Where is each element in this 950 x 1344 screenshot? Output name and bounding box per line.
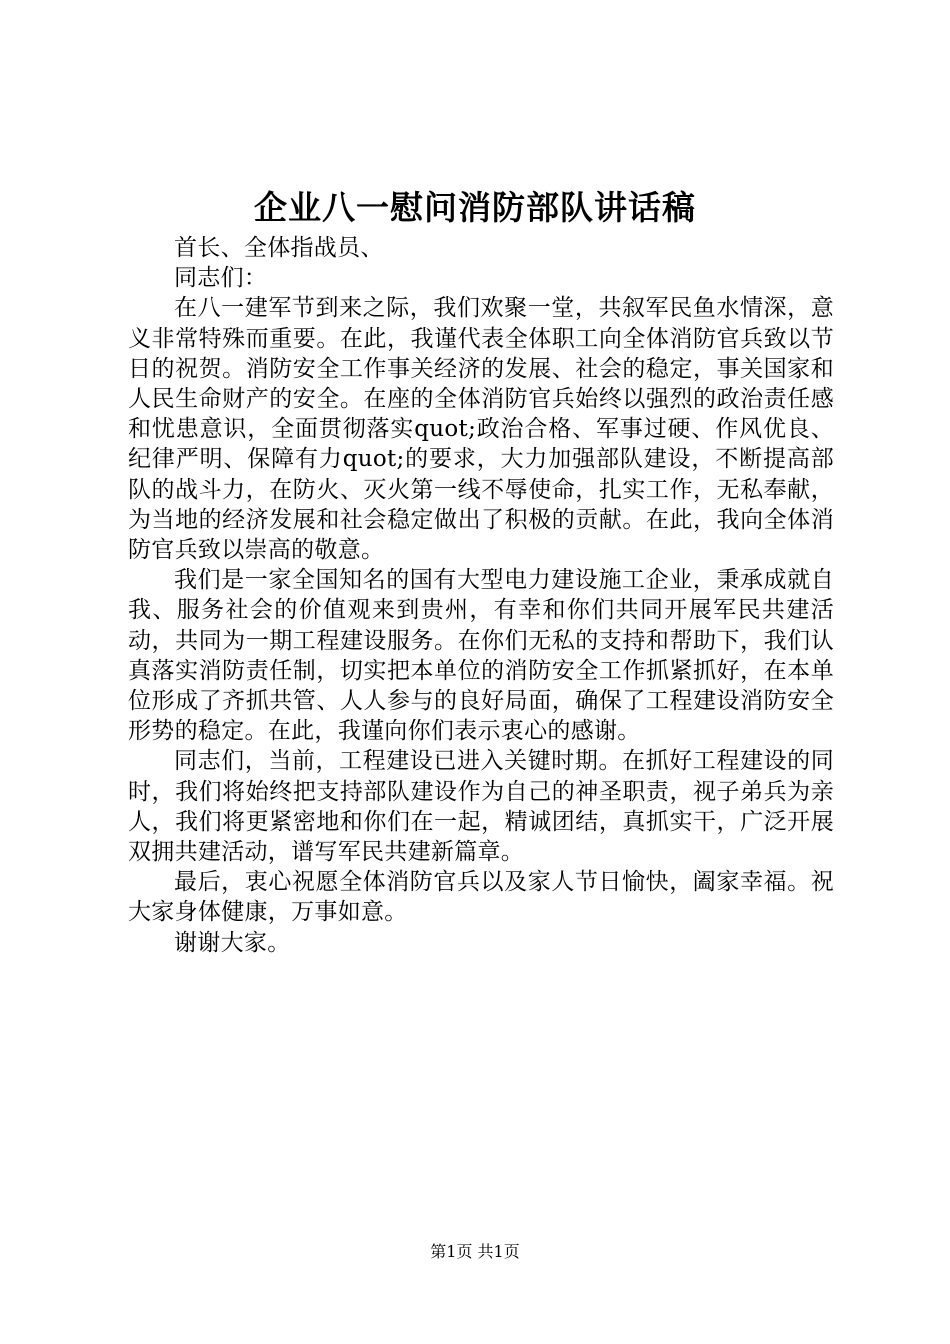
document-body bbox=[128, 233, 834, 958]
page-footer: 第1页 共1页 bbox=[430, 1242, 520, 1261]
document-title: 企业八一慰问消防部队讲话稿 bbox=[254, 188, 696, 227]
body-paragraph: 我们是一家全国知名的国有大型电力建设施工企业，秉承成就自我、服务社会的价值观来到贵州，有幸和你们共同开展军民共建活动，共同为一期工程建设服务。在你们无私的支持和帮助下，我们认真落实消防责任制，切实把本单位的消防安全工作抓紧抓好，在本单位形成了齐抓共管、人人参与的良好局面，确保了工程建设消防安全形势的稳定。在此，我谨向你们表示衷心的感谢。 bbox=[128, 567, 834, 745]
body-paragraph: 在八一建军节到来之际，我们欢聚一堂，共叙军民鱼水情深，意义非常特殊而重要。在此，我谨代表全体职工向全体消防官兵致以节日的祝贺。消防安全工作事关经济的发展、社会的稳定，事关国家和人民生命财产的安全。在座的全体消防官兵始终以强烈的政治责任感和忧患意识，全面贯彻落实quot;政治合格、军事过硬、作风优良、纪律严明、保障有力quot;的要求，大力加强部队建设，不断提高部队的战斗力，在防火、灭火第一线不辱使命，扎实工作，无私奉献，为当地的经济发展和社会稳定做出了积极的贡献。在此，我向全体消防官兵致以崇高的敬意。 bbox=[128, 295, 834, 564]
closing-line: 谢谢大家。 bbox=[174, 929, 291, 956]
salutation-line-1: 首长、全体指战员、 bbox=[174, 235, 384, 261]
salutation-line-2: 同志们： bbox=[174, 265, 268, 292]
body-paragraph: 最后，衷心祝愿全体消防官兵以及家人节日愉快，阖家幸福。祝大家身体健康，万事如意。 bbox=[128, 869, 834, 926]
body-paragraph: 同志们，当前，工程建设已进入关键时期。在抓好工程建设的同时，我们将始终把支持部队建设作为自己的神圣职责，视子弟兵为亲人，我们将更紧密地和你们在一起，精诚团结，真抓实干，广泛开展双拥共建活动，谱写军民共建新篇章。 bbox=[128, 748, 834, 866]
